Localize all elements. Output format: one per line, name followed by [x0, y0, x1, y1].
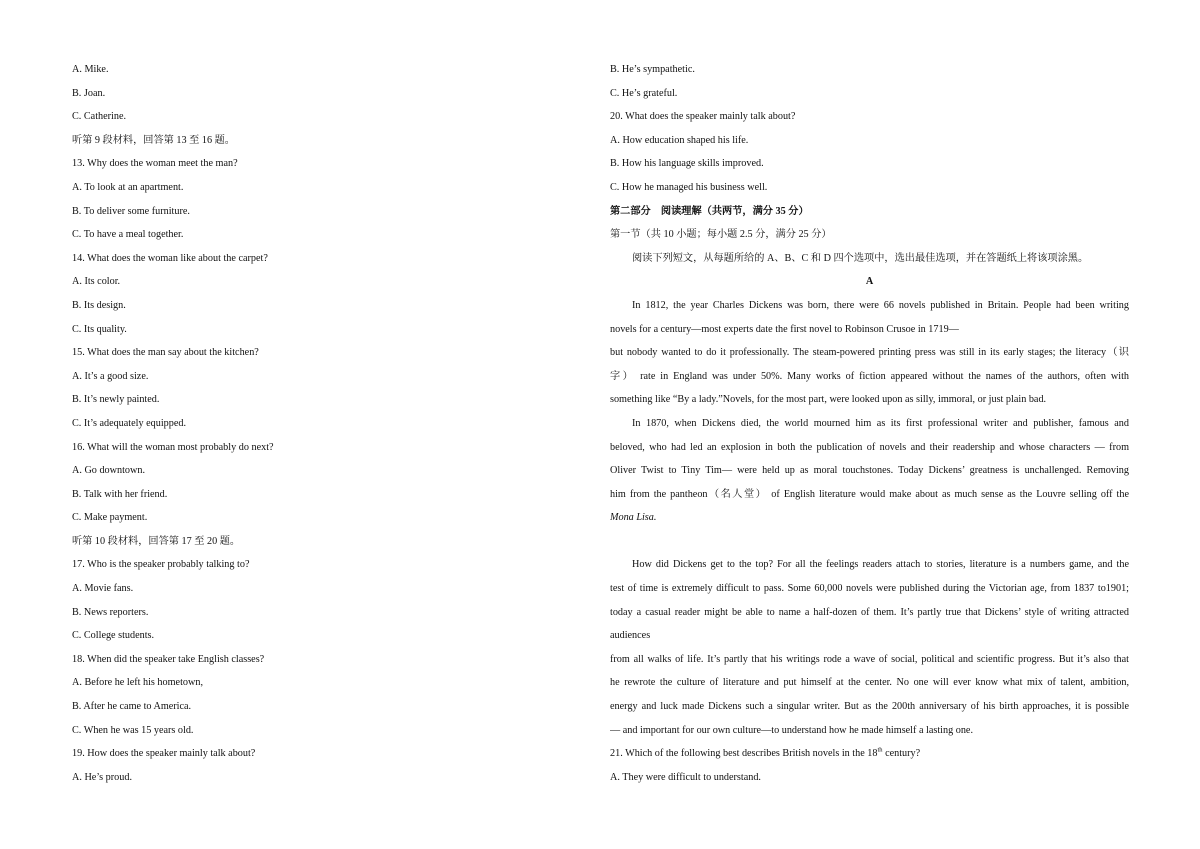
- option-line: B. It’s newly painted.: [72, 394, 160, 406]
- part-heading: 第二部分 阅读理解（共两节，满分 35 分）: [610, 205, 809, 217]
- option-line: C. Its quality.: [72, 323, 127, 335]
- passage-line: novels for a century—most experts date the first novel to Robinson Crusoe in 1719—: [610, 323, 959, 335]
- option-line: A. Mike.: [72, 64, 109, 75]
- question-19: 19. How does the speaker mainly talk about?: [72, 748, 256, 760]
- passage-line: — and important for our own culture—to understand how he made himself a lasting one.: [610, 724, 973, 736]
- option-line: B. Talk with her friend.: [72, 488, 168, 500]
- option-line: C. It’s adequately equipped.: [72, 417, 187, 429]
- option-line: B. How his language skills improved.: [610, 158, 764, 170]
- passage-line: from all walks of life. It’s partly that his writings rode a wave of social, political and scientific progress. But it’s also that: [610, 653, 1129, 665]
- section-heading: 第一节（共 10 小题；每小题 2.5 分，满分 25 分）: [610, 229, 832, 241]
- passage-line: but nobody wanted to do it professionally. The steam-powered printing press was still in its early stages; the literacy（识: [610, 347, 1129, 359]
- option-line: A. How education shaped his life.: [610, 134, 749, 146]
- passage-line: he rewrote the culture of literature and put himself at the center. No one will ever know what mix of talent, ambition,: [610, 677, 1129, 689]
- passage-line: How did Dickens get to the top? For all the feelings readers attach to stories, literature is a numbers game, and the: [632, 559, 1129, 571]
- passage-line: test of time is extremely difficult to pass. Some 60,000 novels were published during the Victorian age, from 1837 to1901;: [610, 583, 1129, 595]
- passage-label: A: [865, 276, 874, 288]
- passage-line: In 1812, the year Charles Dickens was born, there were 66 novels published in Britain. People had been writing: [632, 299, 1129, 311]
- option-line: C. Make payment.: [72, 512, 148, 524]
- option-line: A. Go downtown.: [72, 465, 146, 477]
- question-18: 18. When did the speaker take English classes?: [72, 653, 265, 665]
- passage-line: energy and luck made Dickens such a singular writer. But as the 200th anniversary of his birth approaches, it is possible: [610, 701, 1129, 713]
- passage-line: audiences: [610, 630, 651, 642]
- question-20: 20. What does the speaker mainly talk about?: [610, 111, 796, 123]
- passage-line: today a casual reader might be able to name a half-dozen of them. It’s partly true that Dickens’ style of writing attracted: [610, 606, 1129, 618]
- option-line: B. After he came to America.: [72, 701, 192, 713]
- passage-line: Mona Lisa.: [610, 512, 657, 524]
- question-15: 15. What does the man say about the kitchen?: [72, 347, 259, 359]
- section-instruction: 听第 10 段材料，回答第 17 至 20 题。: [72, 535, 241, 547]
- question-21-superscript: th: [877, 746, 883, 754]
- question-14: 14. What does the woman like about the carpet?: [72, 252, 268, 264]
- question-16: 16. What will the woman most probably do next?: [72, 441, 274, 453]
- right-column: [610, 58, 1129, 789]
- option-line: A. He’s proud.: [72, 771, 132, 783]
- option-line: A. Before he left his hometown,: [72, 677, 203, 689]
- left-column: [72, 58, 542, 789]
- question-17: 17. Who is the speaker probably talking to?: [72, 559, 250, 571]
- option-line: C. How he managed his business well.: [610, 181, 768, 193]
- passage-line: beloved, who had led an explosion in both the publication of novels and their readership and whose characters — from: [610, 441, 1129, 453]
- passage-line: In 1870, when Dickens died, the world mourned him as its first professional writer and publisher, famous and: [632, 417, 1129, 429]
- paragraph-gap: [610, 530, 1129, 554]
- option-line: C. To have a meal together.: [72, 229, 184, 241]
- option-line: B. Joan.: [72, 87, 106, 99]
- option-line: C. Catherine.: [72, 111, 127, 123]
- option-line: A. To look at an apartment.: [72, 181, 184, 193]
- question-21-text-end: century?: [882, 748, 921, 760]
- option-line: A. Its color.: [72, 276, 121, 288]
- passage-line: 字） rate in England was under 50%. Many works of fiction appeared without the names of the authors, often with: [610, 370, 1129, 382]
- option-line: A. Movie fans.: [72, 583, 134, 595]
- option-line: C. When he was 15 years old.: [72, 724, 194, 736]
- question-21-text: 21. Which of the following best describes British novels in the 18: [610, 748, 878, 760]
- option-line: A. They were difficult to understand.: [610, 771, 761, 783]
- question-13: 13. Why does the woman meet the man?: [72, 158, 238, 170]
- option-line: B. To deliver some furniture.: [72, 205, 190, 217]
- option-line: B. He’s sympathetic.: [610, 64, 695, 75]
- option-line: B. News reporters.: [72, 606, 149, 618]
- option-line: B. Its design.: [72, 299, 126, 311]
- option-line: C. College students.: [72, 630, 155, 642]
- option-line: A. It’s a good size.: [72, 370, 149, 382]
- passage-line: him from the pantheon（名人堂） of English literature would make about as much sense as the Louvre selling off the: [610, 488, 1129, 500]
- passage-line: something like “By a lady.”Novels, for the most part, were looked upon as silly, immoral, or just plain bad.: [610, 394, 1047, 406]
- option-line: C. He’s grateful.: [610, 87, 678, 99]
- question-21: [610, 742, 1129, 766]
- passage-line: Oliver Twist to Tiny Tim— were held up as moral touchstones. Today Dickens’ greatness is unchallenged. Removing: [610, 465, 1129, 477]
- instructions: 阅读下列短文，从每题所给的 A、B、C 和 D 四个选项中，选出最佳选项，并在答题纸上将该项涂黑。: [632, 252, 1089, 264]
- section-instruction: 听第 9 段材料，回答第 13 至 16 题。: [72, 134, 235, 146]
